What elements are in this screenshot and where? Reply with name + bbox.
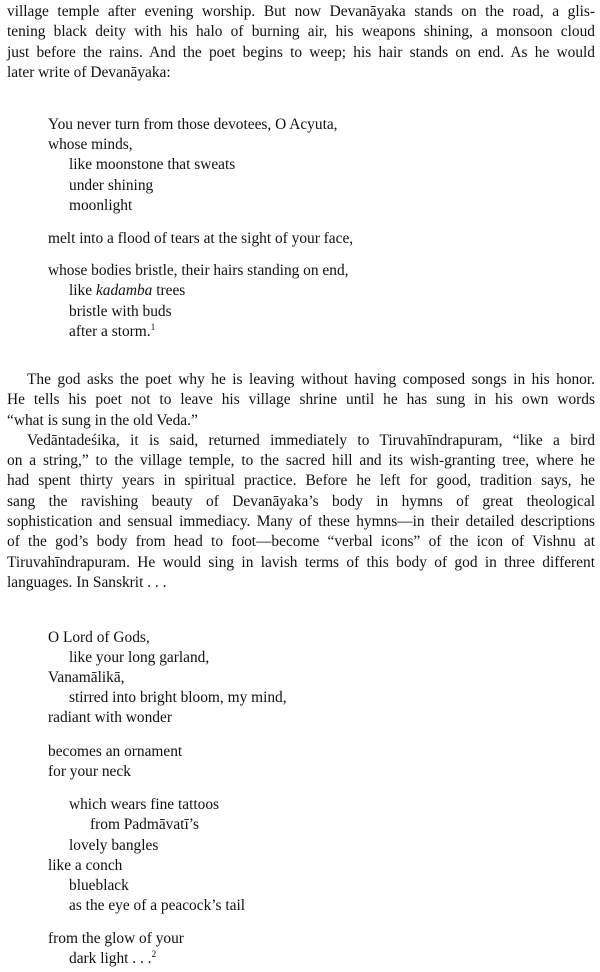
verse-line: from the glow of your [48,930,184,947]
footnote-marker: 1 [150,323,156,333]
verse-line: bristle with buds [69,303,172,320]
verse-line: lovely bangles [69,837,159,854]
verse-text: after a storm. [69,323,151,340]
text-line: later write of Devanāyaka: [7,63,171,81]
verse-line [69,322,155,342]
middle-paragraphs [7,370,595,593]
text-line: “what is sung in the old Veda.” [7,411,198,429]
text-line: tening black deity with his halo of burning air, his weapons shining, a monsoon cloud [7,23,595,41]
verse-line: radiant with wonder [48,709,172,726]
verse-line: Vanamālikā, [48,669,125,686]
verse-line: from Padmāvatī’s [90,816,199,833]
text-line: He tells his poet not to leave his village shrine until he has sung in his own words [7,391,595,409]
verse-line: like a conch [48,857,123,874]
verse-line: stirred into bright bloom, my mind, [69,689,287,706]
verse-line: as the eye of a peacock’s tail [69,897,246,914]
text-line: of the god’s body from head to foot—become “verbal icons” of the icon of Vishnu at [7,533,595,551]
verse-line: becomes an ornament [48,743,183,760]
verse-line [69,281,185,301]
verse-text: trees [152,282,186,299]
text-line: had spent thirty years in spiritual practice. Before he left for good, tradition says, he [7,472,595,490]
text-line: just before the rains. And the poet begins to weep; his hair stands on end. As he would [7,43,595,61]
verse-line: whose minds, [48,136,133,153]
text-line: sophistication and sensual immediacy. Many of these hymns—in their detailed descriptions [7,513,595,531]
text-line: The god asks the poet why he is leaving without having composed songs in his honor. [27,371,595,388]
verse-line: You never turn from those devotees, O Acyuta, [48,116,338,133]
text-line: Vedāntadeśika, it is said, returned immediately to Tiruvahīndrapuram, “like a bird [27,431,595,449]
verse-text: like [69,282,96,299]
verse-line: melt into a flood of tears at the sight of your face, [48,230,354,247]
verse-line: O Lord of Gods, [48,629,150,646]
italic-term: kadamba [95,282,153,299]
verse-text: dark light . . . [69,950,152,967]
verse-line: like your long garland, [69,649,210,666]
opening-paragraph [7,2,595,83]
verse-line: under shining [69,177,154,194]
verse-line: which wears fine tattoos [69,796,220,813]
text-line: on a string,” to the village temple, to the sacred hill and its wish-granting tree, where he [7,452,595,470]
verse-line: whose bodies bristle, their hairs standing on end, [48,262,349,279]
text-line: sang the ravishing beauty of Devanāyaka’s body in hymns of great theological [7,492,595,510]
text-line: Tiruvahīndrapuram. He would sing in lavish terms of this body of god in three different [7,553,595,571]
text-line: village temple after evening worship. But now Devanāyaka stands on the road, a glis- [7,3,595,20]
verse-line [69,949,156,969]
footnote-marker: 2 [151,950,157,960]
verse-line: moonlight [69,197,133,214]
verse-line: blueblack [69,877,129,894]
verse-line: like moonstone that sweats [69,156,236,173]
text-line: languages. In Sanskrit . . . [7,573,167,591]
verse-line: for your neck [48,763,131,780]
